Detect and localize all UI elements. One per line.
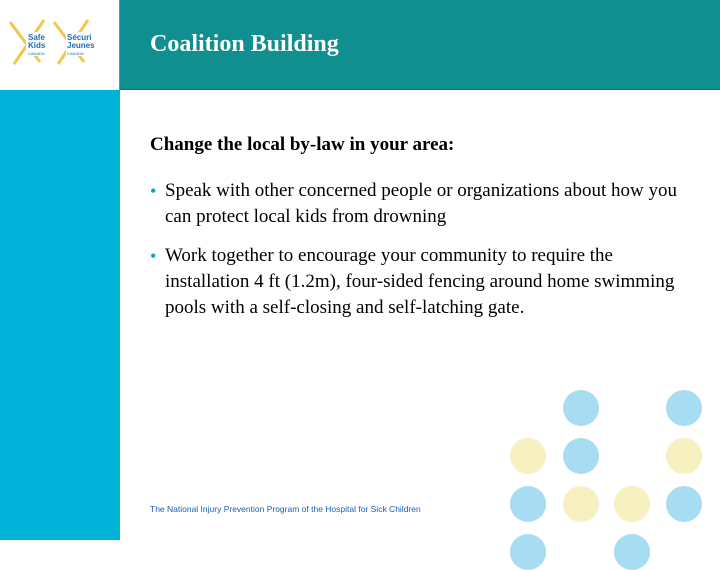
bullet-item bbox=[150, 243, 680, 321]
safe-kids-logo bbox=[0, 0, 120, 90]
logo-right-line-1: Sécuri bbox=[67, 33, 92, 42]
decorative-circle bbox=[614, 486, 650, 522]
logo-left-line-1: Safe bbox=[28, 33, 45, 42]
decorative-circle bbox=[666, 486, 702, 522]
slide-title: Coalition Building bbox=[150, 31, 339, 57]
slide-content bbox=[150, 134, 680, 334]
logo-left-line-3: CANADA bbox=[28, 51, 45, 56]
footer-text: The National Injury Prevention Program of the Hospital for Sick Children bbox=[150, 504, 421, 514]
decorative-circle bbox=[510, 534, 546, 570]
bullet-item bbox=[150, 178, 680, 230]
decorative-circle bbox=[614, 534, 650, 570]
logo-left-line-2: Kids bbox=[28, 41, 46, 50]
bullet-text: Work together to encourage your community to require the installation 4 ft (1.2m), four-sided fencing around home swimming pools with a self-closing and self-latching gate. bbox=[165, 245, 675, 318]
decorative-circle bbox=[666, 390, 702, 426]
bullet-dot-icon: • bbox=[150, 246, 157, 266]
title-bar bbox=[120, 0, 720, 90]
content-heading: Change the local by-law in your area: bbox=[150, 134, 455, 155]
left-sidebar-band bbox=[0, 90, 120, 540]
bullet-text: Speak with other concerned people or organizations about how you can protect local kids from drowning bbox=[165, 180, 677, 227]
logo-right-line-2: Jeunes bbox=[67, 41, 95, 50]
decorative-circle bbox=[510, 486, 546, 522]
decorative-circle bbox=[563, 486, 599, 522]
decorative-circle bbox=[563, 390, 599, 426]
decorative-circle bbox=[563, 438, 599, 474]
logo-right-line-3: CANADA bbox=[67, 51, 84, 56]
logo-panel bbox=[0, 0, 120, 90]
decorative-circle bbox=[510, 438, 546, 474]
decorative-circle bbox=[666, 438, 702, 474]
bullet-dot-icon: • bbox=[150, 181, 157, 201]
